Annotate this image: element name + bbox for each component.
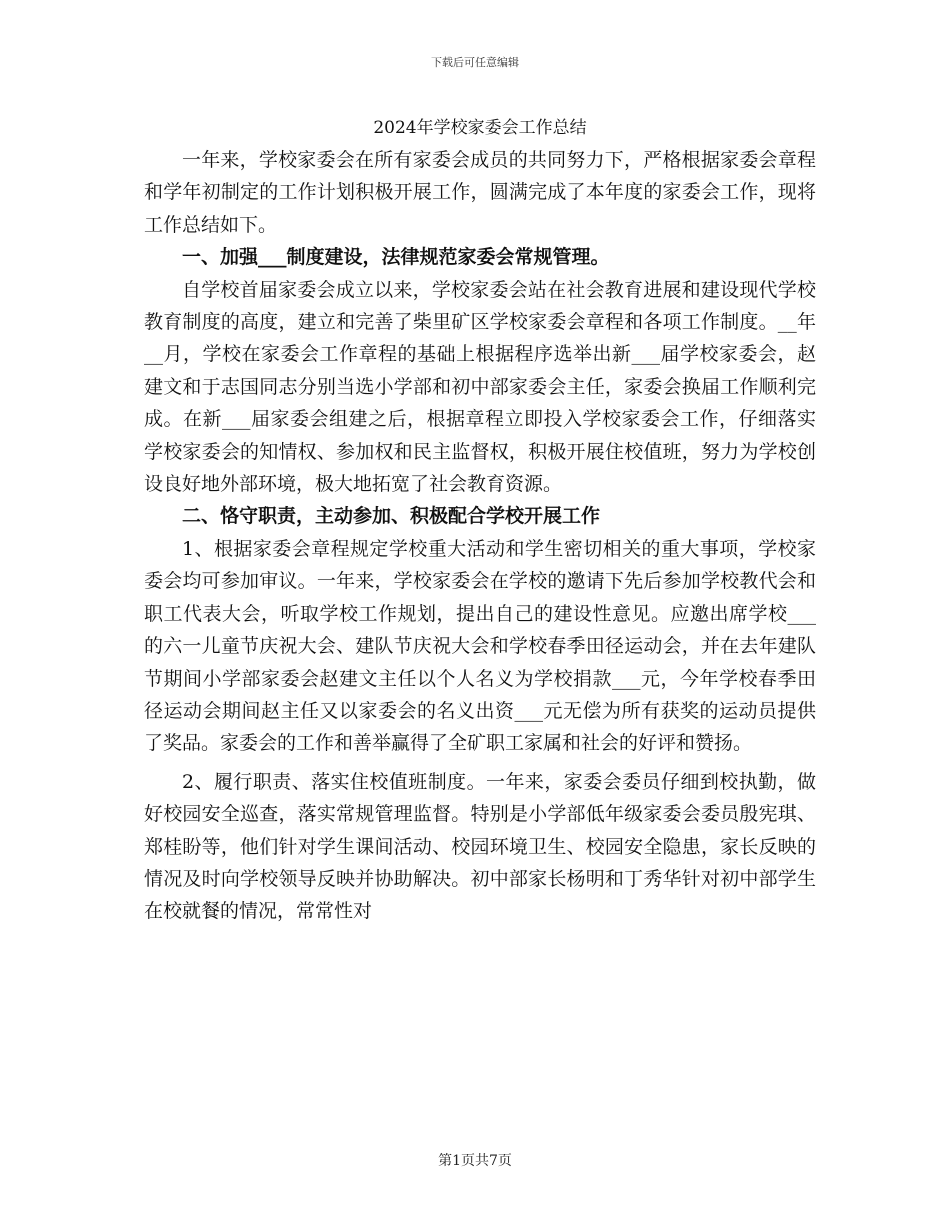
section-heading-1: 一、加强___制度建设，法律规范家委会常规管理。	[182, 246, 610, 269]
section-2-paragraph-2: 2、履行职责、落实住校值班制度。一年来，家委会委员仔细到校执勤，做好校园安全巡查，落实常规管理监督。特别是小学部低年级家委会委员殷宪琪、郑桂盼等，他们针对学生课间活动、校园环境卫生、校园安全隐患，家长反映的情况及时向学校领导反映并协助解决。初中部家长杨明和丁秀华针对初中部学生在校就餐的情况，常常性对	[144, 770, 816, 923]
intro-paragraph: 一年来，学校家委会在所有家委会成员的共同努力下，严格根据家委会章程和学年初制定的工作计划积极开展工作，圆满完成了本年度的家委会工作，现将工作总结如下。	[144, 149, 816, 236]
header-note: 下载后可任意编辑	[431, 56, 519, 69]
section-2-paragraph-1: 1、根据家委会章程规定学校重大活动和学生密切相关的重大事项，学校家委会均可参加审议。一年来，学校家委会在学校的邀请下先后参加学校教代会和职工代表大会，听取学校工作规划，提出自己的建设性意见。应邀出席学校___的六一儿童节庆祝大会、建队节庆祝大会和学校春季田径运动会，并在去年建队节期间小学部家委会赵建文主任以个人名义为学校捐款___元，今年学校春季田径运动会期间赵主任又以家委会的名义出资___元无偿为所有获奖的运动员提供了奖品。家委会的工作和善举赢得了全矿职工家属和社会的好评和赞扬。	[144, 537, 816, 755]
document-body	[144, 112, 816, 928]
section-1-paragraph: 自学校首届家委会成立以来，学校家委会站在社会教育进展和建设现代学校教育制度的高度，建立和完善了柴里矿区学校家委会章程和各项工作制度。__年__月，学校在家委会工作章程的基础上根据程序选举出新___届学校家委会，赵建文和于志国同志分别当选小学部和初中部家委会主任，家委会换届工作顺利完成。在新___届家委会组建之后，根据章程立即投入学校家委会工作，仔细落实学校家委会的知情权、参加权和民主监督权，积极开展住校值班，努力为学校创设良好地外部环境，极大地拓宽了社会教育资源。	[144, 278, 816, 496]
section-heading-2: 二、恪守职责，主动参加、积极配合学校开展工作	[182, 505, 601, 528]
document-title: 2024年学校家委会工作总结	[373, 118, 587, 138]
page-footer: 第1页共7页	[438, 1153, 512, 1169]
